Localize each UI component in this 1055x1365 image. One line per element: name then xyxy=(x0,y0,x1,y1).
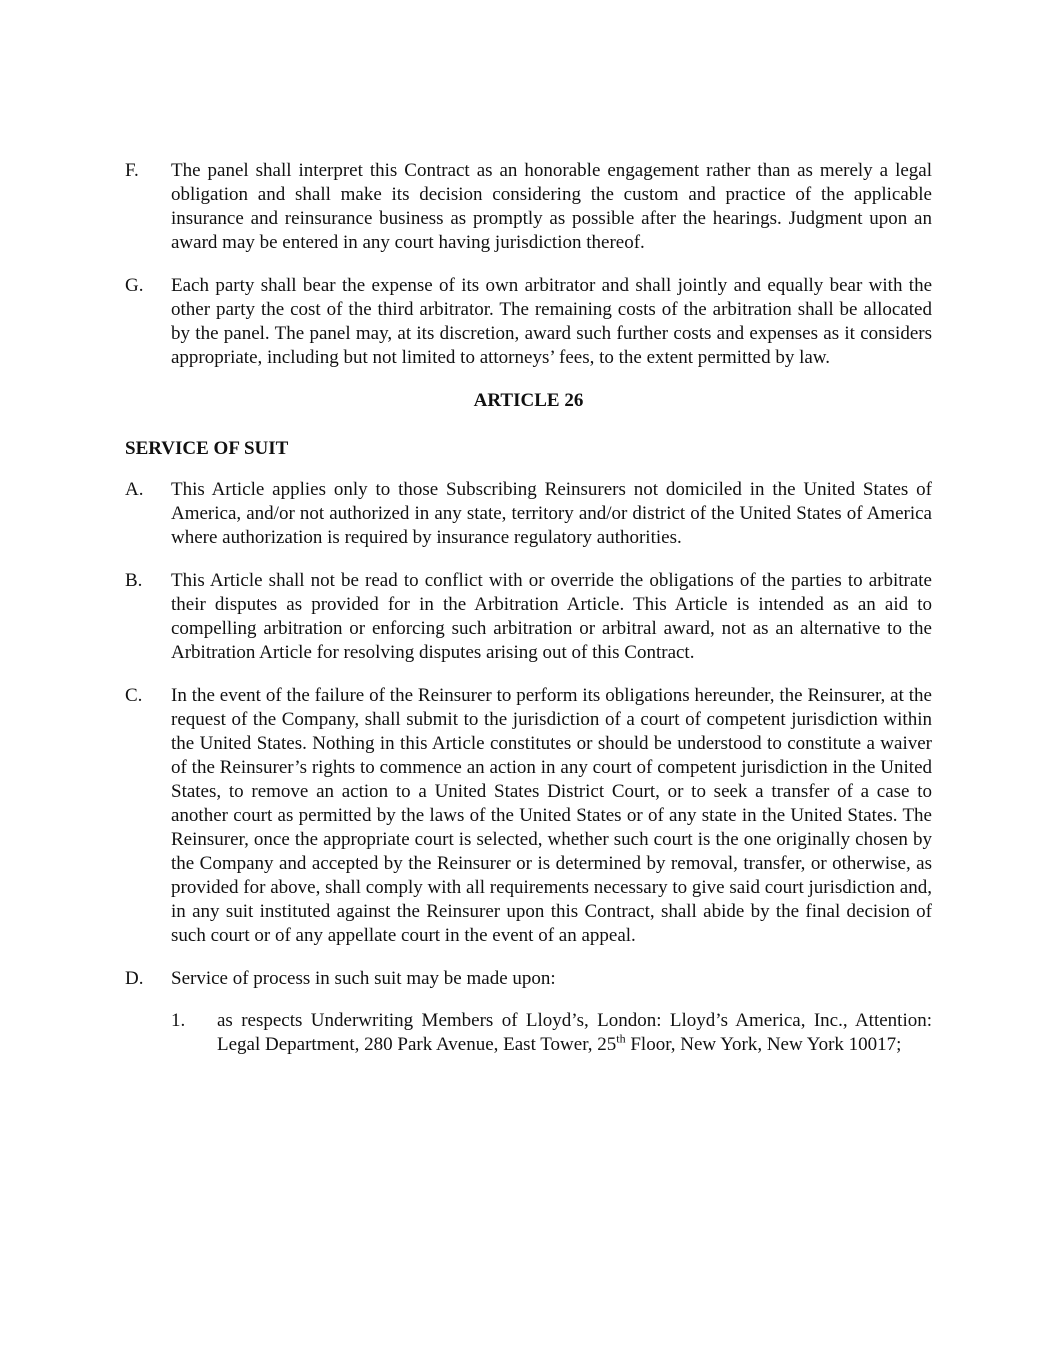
sub-clause-text xyxy=(217,1009,932,1057)
clause-label: B. xyxy=(125,570,143,591)
section-heading: SERVICE OF SUIT xyxy=(125,438,289,459)
sub-clause-text-after: Floor, New York, New York 10017; xyxy=(625,1034,902,1055)
clause-a xyxy=(125,478,932,550)
ordinal-superscript: th xyxy=(616,1031,626,1046)
clause-text: This Article applies only to those Subscribing Reinsurers not domiciled in the United States of America, and/or not authorized in any state, territory and/or district of the United States of America where authorization is required by insurance regulatory authorities. xyxy=(171,479,932,548)
sub-clause-label: 1. xyxy=(171,1010,186,1031)
clause-label: G. xyxy=(125,275,144,296)
clause-label: F. xyxy=(125,160,139,181)
clause-label: D. xyxy=(125,968,144,989)
clause-c xyxy=(125,684,932,948)
clause-text: Each party shall bear the expense of its own arbitrator and shall jointly and equally bear with the other party the cost of the third arbitrator. The remaining costs of the arbitration shall be allocated by the panel. The panel may, at its discretion, award such further costs and expenses as it considers appropriate, including but not limited to attorneys’ fees, to the extent permitted by law. xyxy=(171,275,932,368)
clause-text: This Article shall not be read to conflict with or override the obligations of the parties to arbitrate their disputes as provided for in the Arbitration Article. This Article is intended as an aid to compelling arbitration or enforcing such arbitration or arbitral award, not as an alternative to the Arbitration Article for resolving disputes arising out of this Contract. xyxy=(171,570,932,663)
sub-clause-text-before: as respects Underwriting Members of Lloyd’s, London: Lloyd’s America, Inc., Attention: Legal Department, 280 Park Avenue, East Tower, 25 xyxy=(217,1010,932,1055)
clause-text: Service of process in such suit may be made upon: xyxy=(171,968,556,989)
clause-b xyxy=(125,569,932,665)
clause-label: C. xyxy=(125,685,143,706)
clause-label: A. xyxy=(125,479,144,500)
clause-f xyxy=(125,159,932,255)
document-body xyxy=(125,159,932,1057)
clause-text: In the event of the failure of the Reinsurer to perform its obligations hereunder, the Reinsurer, at the request of the Company, shall submit to the jurisdiction of a court of competent jurisdiction within the United States. Nothing in this Article constitutes or should be understood to constitute a waiver of the Reinsurer’s rights to commence an action in any court of competent jurisdiction in the United States, to remove an action to a United States District Court, or to seek a transfer of a case to another court as permitted by the laws of the United States or of any state in the United States. The Reinsurer, once the appropriate court is selected, whether such court is the one originally chosen by the Company and accepted by the Reinsurer or is determined by removal, transfer, or otherwise, as provided for above, shall comply with all requirements necessary to give said court jurisdiction and, in any suit instituted against the Reinsurer upon this Contract, shall abide by the final decision of such court or of any appellate court in the event of an appeal. xyxy=(171,685,932,946)
clause-g xyxy=(125,274,932,370)
clause-text: The panel shall interpret this Contract as an honorable engagement rather than as merely a legal obligation and shall make its decision considering the custom and practice of the applicable insurance and reinsurance business as promptly as possible after the hearings. Judgment upon an award may be entered in any court having jurisdiction thereof. xyxy=(171,160,932,253)
clause-d xyxy=(125,967,932,991)
sub-clause-1 xyxy=(171,1009,932,1057)
article-heading: ARTICLE 26 xyxy=(473,390,584,411)
